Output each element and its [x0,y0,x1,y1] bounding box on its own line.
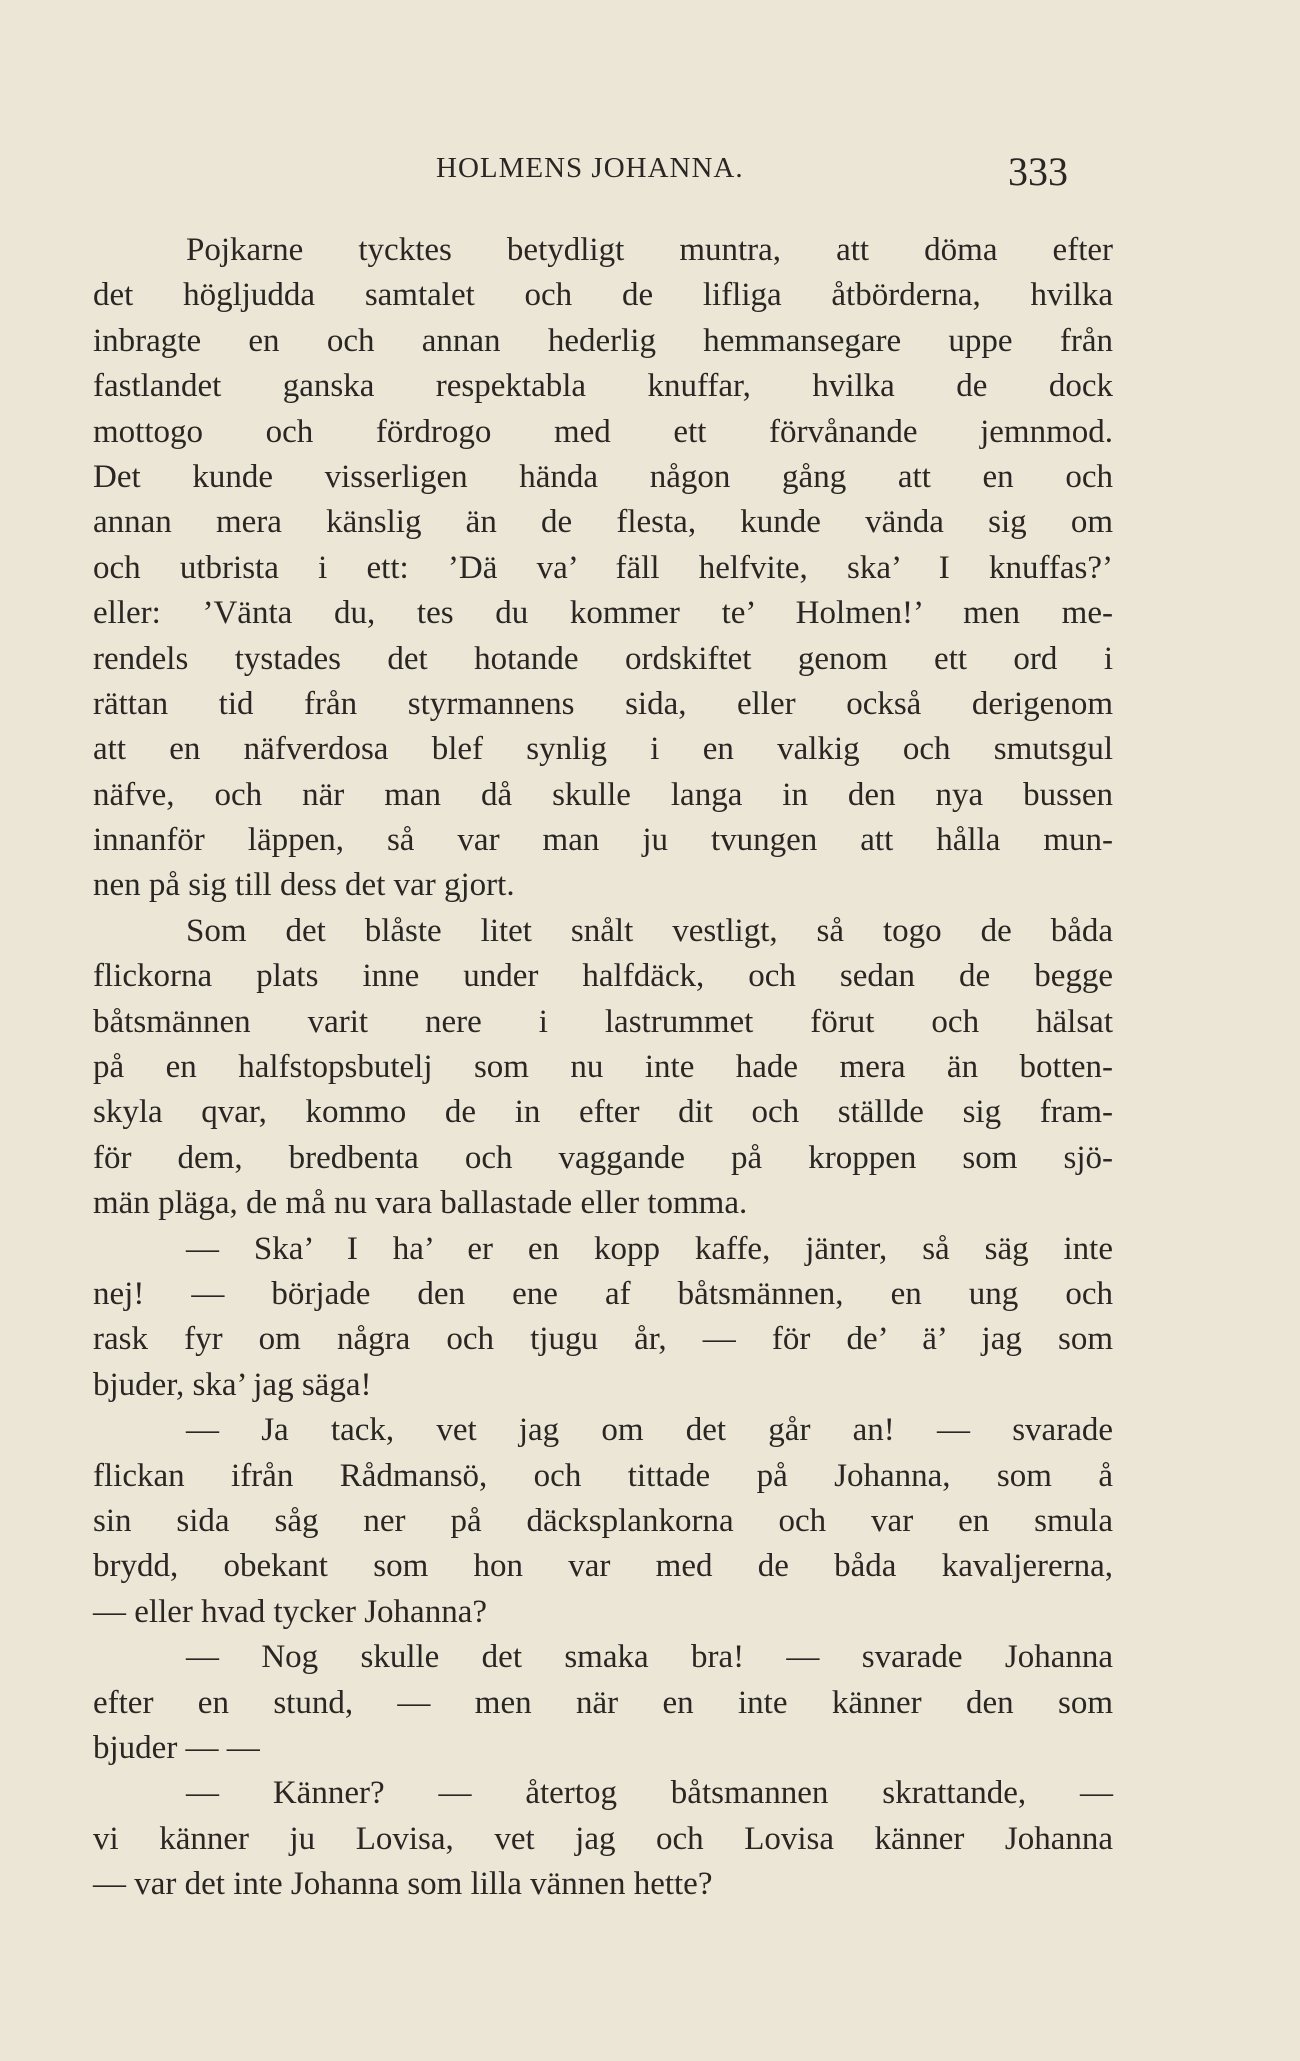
text-line: Det kunde visserligen hända någon gång att en och [93,458,1113,495]
text-line: för dem, bredbenta och vaggande på kroppen som sjö- [93,1139,1113,1176]
text-line: flickan ifrån Rådmansö, och tittade på Johanna, som å [93,1457,1113,1494]
text-line: — Ja tack, vet jag om det går an! — svarade [186,1412,1113,1449]
running-head [93,148,1068,198]
text-line: båtsmännen varit nere i lastrummet förut och hälsat [93,1003,1113,1040]
text-line: Som det blåste litet snålt vestligt, så togo de båda [186,912,1113,949]
text-line: rättan tid från styrmannens sida, eller också derigenom [93,685,1113,722]
body-text [93,228,1113,1907]
text-line: fastlandet ganska respektabla knuffar, hvilka de dock [93,368,1113,405]
page-number: 333 [1008,149,1068,194]
text-line: annan mera känslig än de flesta, kunde vända sig om [93,504,1113,541]
text-line: på en halfstopsbutelj som nu inte hade mera än botten- [93,1049,1113,1086]
text-line: — Känner? — återtog båtsmannen skrattande, — [186,1775,1113,1812]
text-line: nej! — började den ene af båtsmännen, en ung och [93,1275,1113,1312]
text-line: — Ska’ I ha’ er en kopp kaffe, jänter, så säg inte [186,1230,1113,1267]
text-line: mottogo och fördrogo med ett förvånande jemnmod. [93,413,1113,450]
text-line: att en näfverdosa blef synlig i en valkig och smutsgul [93,731,1113,768]
running-head-title: HOLMENS JOHANNA. [436,152,744,184]
text-line: brydd, obekant som hon var med de båda kavaljererna, [93,1548,1113,1585]
text-line: bjuder, ska’ jag säga! [93,1366,372,1403]
text-line: efter en stund, — men när en inte känner den som [93,1684,1113,1721]
text-line: innanför läppen, så var man ju tvungen att hålla mun- [93,822,1113,859]
text-line: rask fyr om några och tjugu år, — för de’ ä’ jag som [93,1321,1113,1358]
text-line: eller: ’Vänta du, tes du kommer te’ Holmen!’ men me- [93,595,1113,632]
text-line: det högljudda samtalet och de lifliga åtbörderna, hvilka [93,277,1113,314]
text-line: — Nog skulle det smaka bra! — svarade Johanna [186,1639,1113,1676]
text-line: och utbrista i ett: ’Dä va’ fäll helfvite, ska’ I knuffas?’ [93,549,1113,586]
text-line: flickorna plats inne under halfdäck, och sedan de begge [93,958,1113,995]
text-line: bjuder — — [93,1729,260,1766]
text-line: näfve, och när man då skulle langa in den nya bussen [93,776,1113,813]
text-line: vi känner ju Lovisa, vet jag och Lovisa känner Johanna [93,1820,1113,1857]
text-line: — var det inte Johanna som lilla vännen hette? [93,1866,713,1903]
text-line: — eller hvad tycker Johanna? [93,1593,488,1630]
text-line: inbragte en och annan hederlig hemmansegare uppe från [93,322,1113,359]
text-line: sin sida såg ner på däcksplankorna och var en smula [93,1502,1113,1539]
text-line: män pläga, de må nu vara ballastade eller tomma. [93,1185,748,1222]
text-line: rendels tystades det hotande ordskiftet genom ett ord i [93,640,1113,677]
text-line: skyla qvar, kommo de in efter dit och ställde sig fram- [93,1094,1113,1131]
text-line: Pojkarne tycktes betydligt muntra, att döma efter [186,232,1113,268]
text-line: nen på sig till dess det var gjort. [93,867,515,904]
